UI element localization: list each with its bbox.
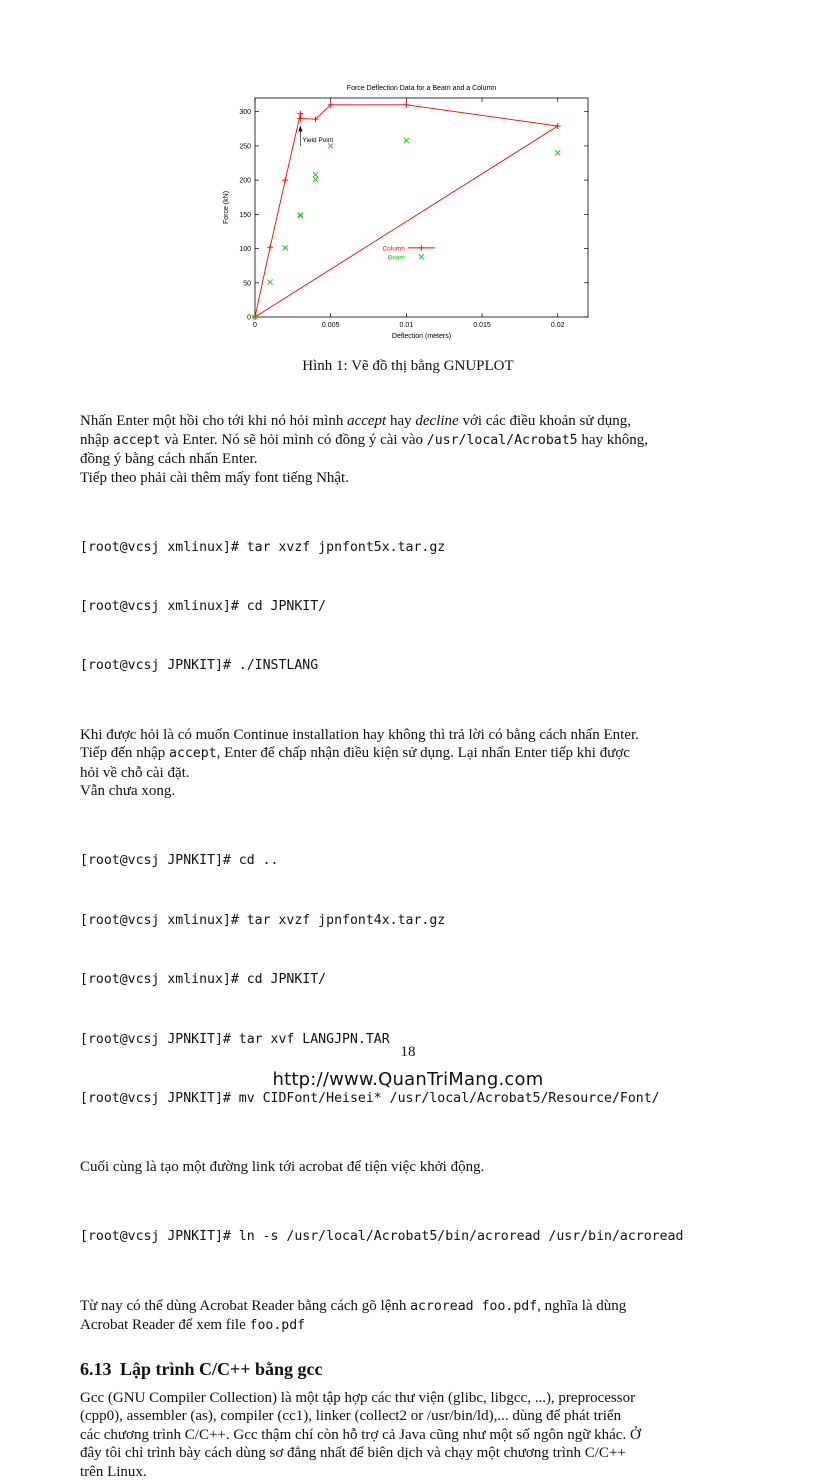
term-accept: accept (347, 413, 387, 429)
paragraph-line: (cpp0), assembler (as), compiler (cc1), linker (collect2 or /usr/bin/ld),... dùng để phát triển (80, 1408, 622, 1425)
x-tick-label: 0.005 (321, 322, 340, 329)
paragraph-line: Vẫn chưa xong. (80, 783, 176, 800)
term-decline: decline (415, 413, 459, 429)
code-line: [root@vcsj JPNKIT]# mv CIDFont/Heisei* /usr/local/Acrobat5/Resource/Font/ (80, 1090, 660, 1106)
beam-data-point (298, 213, 303, 218)
x-tick-label: 0.01 (399, 322, 414, 329)
beam-data-point (313, 177, 318, 182)
paragraph-create-link (80, 1158, 736, 1177)
paragraph-line: Từ nay có thể dùng Acrobat Reader bằng cách gõ lệnh acroread foo.pdf, nghĩa là dùng (80, 1297, 627, 1314)
x-axis-label: Deflection (meters) (391, 333, 452, 340)
code-line: [root@vcsj JPNKIT]# ln -s /usr/local/Acrobat5/bin/acroread /usr/bin/acroread (80, 1229, 684, 1245)
y-tick-label: 0 (247, 314, 251, 322)
chart-canvas (213, 78, 603, 348)
column-data-point (282, 177, 288, 183)
y-tick-label: 300 (239, 109, 251, 117)
paragraph-line: Nhấn Enter một hồi cho tới khi nó hỏi mình accept hay decline với các điều khoản sử dụng, (80, 413, 631, 429)
legend-column-marker (418, 245, 424, 251)
paragraph-install-acrobat (80, 412, 736, 487)
code-line: [root@vcsj JPNKIT]# cd .. (80, 853, 279, 869)
column-data-point (403, 102, 409, 108)
page-number: 18 (400, 1044, 416, 1060)
beam-data-point (328, 143, 333, 148)
column-data-point (297, 116, 303, 122)
x-tick-label: 0 (253, 322, 257, 329)
legend-beam-marker (419, 254, 424, 259)
paragraph-line: các chương trình C/C++. Gcc thậm chí còn hỗ trợ cả Java cũng như một số ngôn ngữ khác. Ở (80, 1426, 641, 1443)
section-number: 6.13 (80, 1358, 112, 1379)
beam-data-point (404, 138, 409, 143)
paragraph-line: nhập accept và Enter. Nó sẽ hỏi mình có đồng ý cài vào /usr/local/Acrobat5 hay không, (80, 431, 649, 448)
inline-code-accept: accept (169, 746, 217, 762)
beam-data-point (555, 150, 560, 155)
paragraph-line: Acrobat Reader để xem file foo.pdf (80, 1317, 306, 1334)
yield-point-label: Yield Point (302, 136, 334, 144)
y-tick-label: 200 (239, 177, 251, 185)
y-axis-label: Force (kN) (223, 190, 230, 225)
code-block-symlink (80, 1188, 736, 1287)
code-line: [root@vcsj JPNKIT]# tar xvf LANGJPN.TAR (80, 1031, 390, 1047)
paragraph-line: Tiếp đến nhập accept, Enter để chấp nhận điều kiện sử dụng. Lại nhấn Enter tiếp khi được (80, 745, 630, 762)
paragraph-acroread-usage (80, 1297, 736, 1336)
x-tick-label: 0.015 (473, 322, 491, 329)
paragraph-line: hỏi về chỗ cài đặt. (80, 764, 190, 781)
footer-link[interactable]: http://www.QuanTriMang.com (272, 1069, 544, 1090)
legend-beam-label: Beam (387, 254, 405, 262)
figure-caption: Hình 1: Vẽ đồ thị bằng GNUPLOT (302, 358, 514, 374)
y-tick-label: 50 (243, 280, 251, 288)
beam-data-point (298, 213, 303, 218)
beam-data-point (268, 280, 273, 285)
inline-code-acroread: acroread foo.pdf (410, 1298, 538, 1314)
chart-title: Force Deflection Data for a Beam and a Column (346, 85, 497, 92)
paragraph-continue-install (80, 726, 736, 801)
section-title: Lập trình C/C++ bằng gcc (120, 1358, 323, 1379)
paragraph-line: Cuối cùng là tạo một đường link tới acrobat để tiện việc khởi động. (80, 1159, 485, 1176)
paragraph-line: Tiếp theo phải cài thêm mấy font tiếng Nhật. (80, 469, 349, 486)
code-line: [root@vcsj xmlinux]# tar xvzf jpnfont4x.tar.gz (80, 912, 446, 928)
code-block-jpnfont4x (80, 812, 736, 1149)
code-line: [root@vcsj JPNKIT]# ./INSTLANG (80, 658, 319, 674)
paragraph-line: trên Linux. (80, 1463, 147, 1480)
inline-code-path: /usr/local/Acrobat5 (426, 432, 578, 448)
code-line: [root@vcsj xmlinux]# tar xvzf jpnfont5x.tar.gz (80, 539, 446, 555)
y-tick-label: 100 (239, 246, 251, 254)
column-data-point (267, 244, 273, 250)
legend-column-label: Column (382, 245, 405, 253)
x-tick-label: 0.02 (550, 322, 565, 329)
yield-point-arrowhead (298, 125, 302, 131)
y-tick-label: 250 (239, 143, 251, 151)
paragraph-gcc-intro (80, 1389, 736, 1481)
paragraph-line: Khi được hỏi là có muốn Continue installation hay không thì trả lời có bằng cách nhấn Enter. (80, 726, 639, 743)
paragraph-line: Gcc (GNU Compiler Collection) là một tập hợp các thư viện (glibc, libgcc, ...), preprocessor (80, 1389, 636, 1406)
inline-code-accept: accept (112, 432, 161, 448)
column-data-point (555, 123, 561, 129)
code-block-jpnfont5x (80, 498, 736, 716)
paragraph-line: đây tôi chỉ trình bày cách dùng sơ đẳng nhất để biên dịch và chạy một chương trình C/C++ (80, 1445, 626, 1462)
section-heading (80, 1358, 736, 1380)
main-content (80, 412, 736, 1481)
force-deflection-chart (213, 78, 603, 348)
beam-data-point (283, 245, 288, 250)
y-tick-label: 150 (239, 211, 251, 219)
inline-code-filename: foo.pdf (249, 1318, 306, 1334)
paragraph-line: đồng ý bằng cách nhấn Enter. (80, 451, 258, 467)
beam-data-point (313, 172, 318, 177)
code-line: [root@vcsj xmlinux]# cd JPNKIT/ (80, 972, 327, 988)
code-line: [root@vcsj xmlinux]# cd JPNKIT/ (80, 598, 327, 614)
plot-frame (255, 98, 588, 317)
